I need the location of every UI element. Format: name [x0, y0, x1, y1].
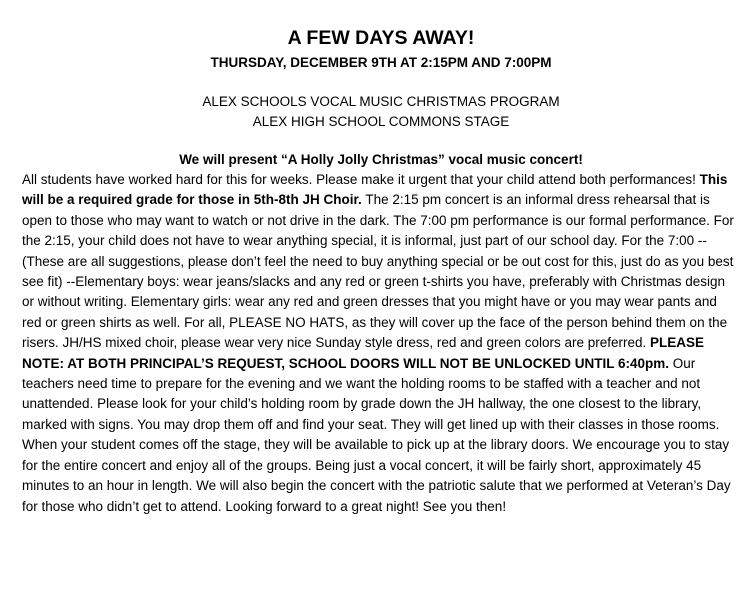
body-paragraph — [22, 170, 740, 517]
body-text-part-3: Our teachers need time to prepare for the evening and we want the holding rooms to be staffed with a teacher and not unattended. Please look for your child’s holding room by grade down the JH hallway, the one closest to the library, marked with signs. You may drop them off and find your seat. They will get lined up with their classes in those rooms. When your student comes off the stage, they will be available to pick up at the library doors. We encourage you to stay for the entire concert and enjoy all of the groups. Being just a vocal concert, it will be fairly short, approximately 45 minutes to an hour in length. We will also begin the concert with the patriotic salute that we performed at Veteran’s Day for those who didn’t get to attend. Looking forward to a great night! See you then! — [22, 355, 731, 514]
flyer-page — [0, 26, 750, 609]
program-name: ALEX SCHOOLS VOCAL MUSIC CHRISTMAS PROGRAM — [202, 94, 560, 109]
flyer-title: A FEW DAYS AWAY! — [287, 27, 475, 49]
concert-headline: We will present “A Holly Jolly Christmas” vocal music concert! — [179, 152, 583, 167]
body-text-part-1: All students have worked hard for this for weeks. Please make it urgent that your child attend both performances! — [22, 172, 700, 187]
required-grade-notice: This will be a required grade for those in 5th-8th JH Choir. — [22, 172, 728, 208]
doors-unlock-notice: PLEASE NOTE: AT BOTH PRINCIPAL’S REQUEST, SCHOOL DOORS WILL NOT BE UNLOCKED UNTIL 6:40pm. — [22, 335, 705, 371]
body-text-part-2: The 2:15 pm concert is an informal dress rehearsal that is open to those who may want to watch or not drive in the dark. The 7:00 pm performance is our formal performance. For the 2:15, your child does not have to wear anything special, it is informal, just part of our school day. For the 7:00 -- (These are all suggestions, please don’t feel the need to buy anything special or be out cost for this, just do as you best see fit) --Elementary boys: wear jeans/slacks and any red or green t-shirts you have, preferably with Christmas design or without writing. Elementary girls: wear any red and green dresses that you might have or you may wear pants and red or green shirts as well. For all, PLEASE NO HATS, as they will cover up the face of the person behind them on the risers. JH/HS mixed choir, please wear very nice Sunday style dress, red and green colors are preferred. — [22, 192, 734, 351]
program-info — [22, 92, 740, 132]
event-datetime: THURSDAY, DECEMBER 9TH AT 2:15PM AND 7:00PM — [210, 55, 552, 70]
program-venue: ALEX HIGH SCHOOL COMMONS STAGE — [252, 114, 510, 129]
